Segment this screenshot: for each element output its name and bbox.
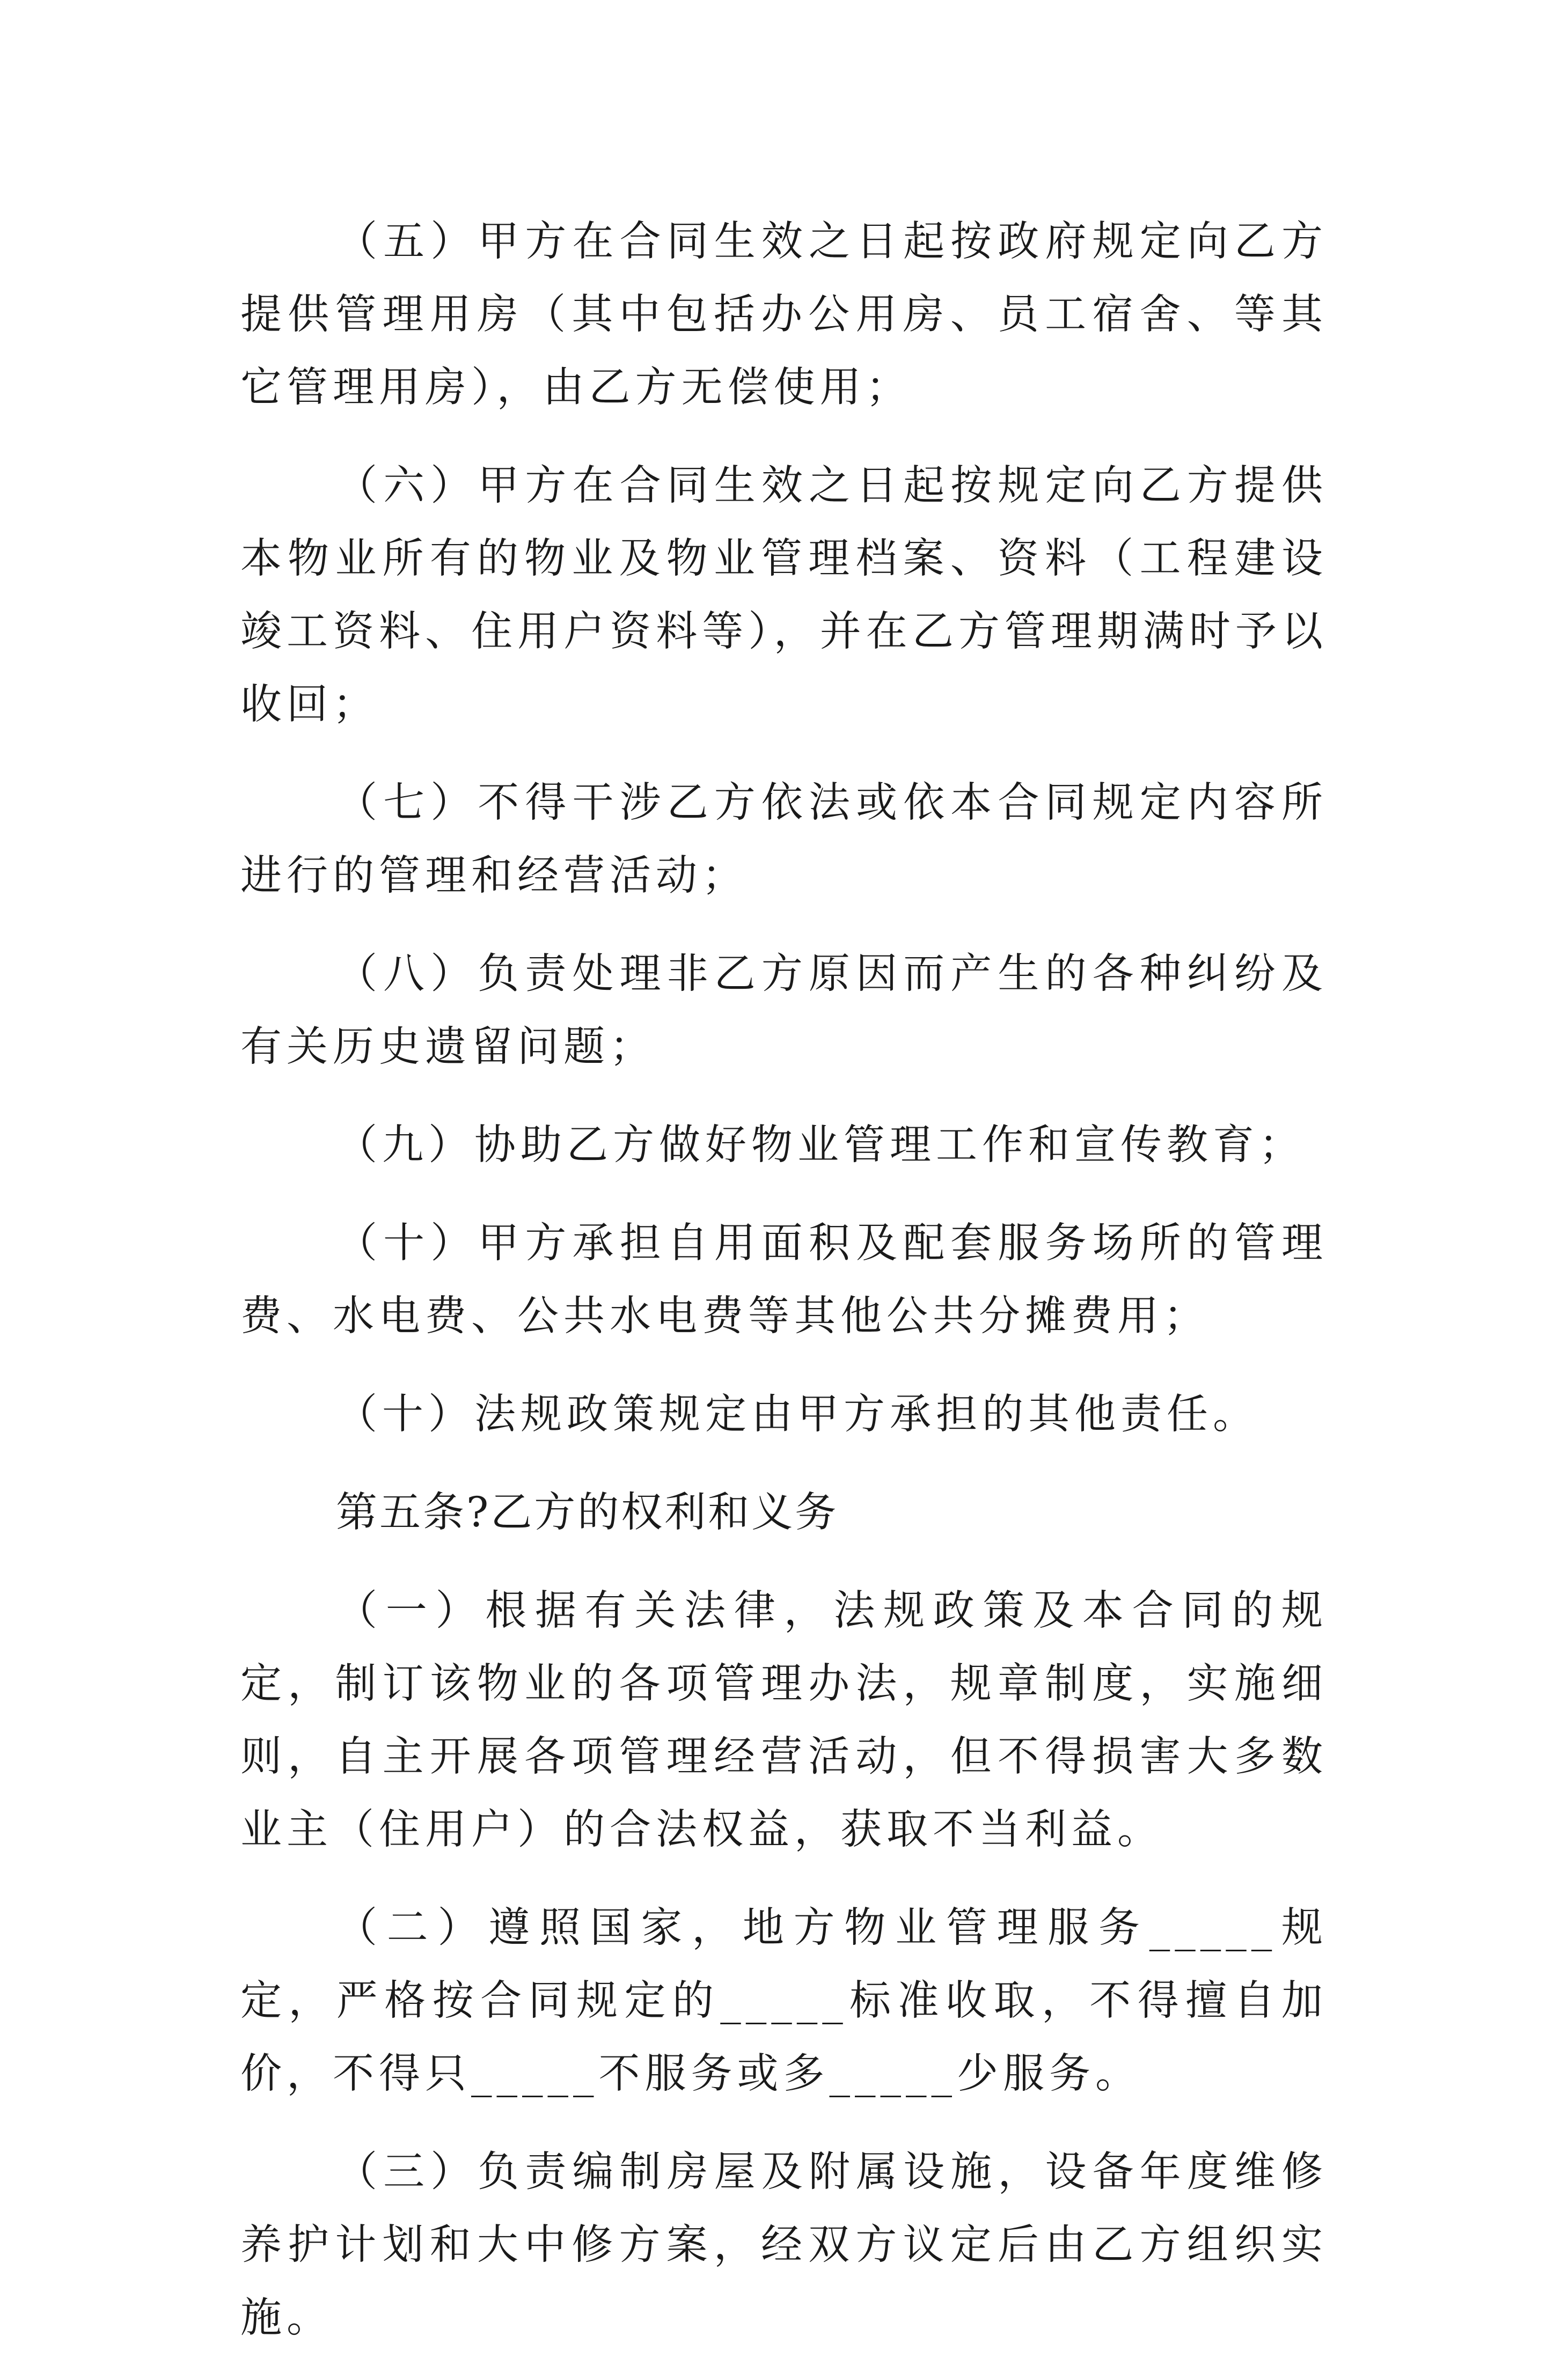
- section-heading-article-5: 第五条?乙方的权利和义务: [336, 1489, 839, 1537]
- paragraph-item-9: （九）协助乙方做好物业管理工作和宣传教育；: [336, 1121, 1305, 1169]
- paragraph-item-3: （三）负责编制房屋及附属设施，设备年度维修养护计划和大中修方案，经双方议定后由乙方组织实施。: [240, 2148, 1328, 2342]
- paragraph-item-6: （六）甲方在合同生效之日起按规定向乙方提供本物业所有的物业及物业管理档案、资料（工程建设竣工资料、住用户资料等），并在乙方管理期满时予以收回；: [240, 462, 1328, 729]
- paragraph-item-8: （八）负责处理非乙方原因而产生的各种纠纷及有关历史遗留问题；: [240, 950, 1328, 1071]
- paragraph-item-7: （七）不得干涉乙方依法或依本合同规定内容所进行的管理和经营活动；: [240, 779, 1328, 900]
- paragraph-item-5: （五）甲方在合同生效之日起按政府规定向乙方提供管理用房（其中包括办公用房、员工宿舍、等其它管理用房），由乙方无偿使用；: [240, 218, 1328, 412]
- document-page: [240, 205, 1328, 2380]
- paragraph-item-10-bis: （十）法规政策规定由甲方承担的其他责任。: [336, 1391, 1259, 1438]
- paragraph-item-2: （二）遵照国家，地方物业管理服务_____规定，严格按合同规定的_____标准收取，不得擅自加价，不得只_____不服务或多_____少服务。: [240, 1904, 1328, 2098]
- paragraph-item-10: （十）甲方承担自用面积及配套服务场所的管理费、水电费、公共水电费等其他公共分摊费用；: [240, 1220, 1328, 1340]
- paragraph-item-1: （一）根据有关法律，法规政策及本合同的规定，制订该物业的各项管理办法，规章制度，实施细则，自主开展各项管理经营活动，但不得损害大多数业主（住用户）的合法权益，获取不当利益。: [240, 1587, 1328, 1854]
